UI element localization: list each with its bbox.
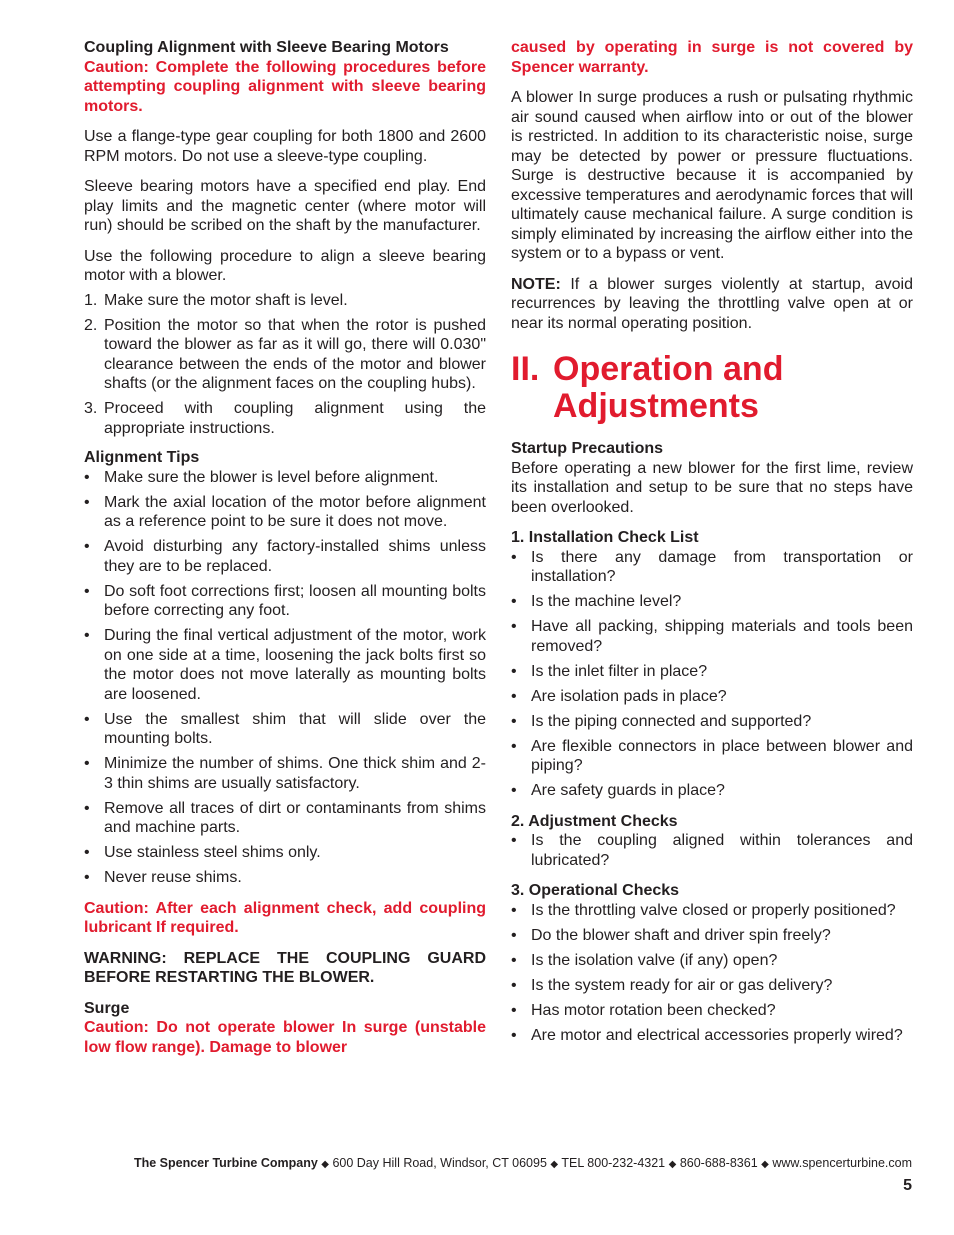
- list-item: 1. Make sure the motor shaft is level.: [84, 291, 348, 309]
- list-item: • Is the throttling valve closed or properly positioned?: [511, 901, 896, 919]
- alignment-tips-list: [84, 468, 486, 888]
- coupling-caution: Caution: Complete the following procedures before attempting coupling alignment with sleeve bearing motors.: [84, 58, 486, 115]
- list-item: • During the final vertical adjustment of the motor, work on one side at a time, loosening the jack bolts first so the motor does not move laterally as mounting bolts are loosened.: [84, 627, 486, 703]
- alignment-steps: [84, 291, 486, 439]
- diamond-separator-icon: ◆: [550, 1159, 559, 1170]
- list-item: • Use the smallest shim that will slide over the mounting bolts.: [84, 710, 486, 747]
- coupling-guard-warning: WARNING: REPLACE THE COUPLING GUARD BEFORE RESTARTING THE BLOWER.: [84, 949, 486, 986]
- diamond-separator-icon: ◆: [321, 1159, 329, 1170]
- footer-address: 600 Day Hill Road, Windsor, CT 06095: [332, 1156, 547, 1170]
- list-item: • Is the machine level?: [511, 593, 682, 610]
- list-item: • Minimize the number of shims. One thick shim and 2-3 thin shims are usually satisfactory.: [84, 755, 486, 792]
- section-number: II.: [511, 350, 540, 388]
- footer-phone: 860-688-8361: [679, 1156, 758, 1170]
- list-item: • Is the coupling aligned within tolerances and lubricated?: [511, 832, 913, 869]
- list-item: • Is the piping connected and supported?: [511, 712, 812, 730]
- list-item: • Mark the axial location of the motor before alignment as a reference point to be sure it does not move.: [84, 493, 486, 530]
- coupling-heading: Coupling Alignment with Sleeve Bearing Motors: [84, 39, 449, 56]
- surge-caution-start: Caution: Do not operate blower In surge (unstable low flow range). Damage to blower: [84, 1019, 486, 1056]
- list-item: • Use stainless steel shims only.: [84, 844, 321, 861]
- list-item: • Have all packing, shipping materials and tools been removed?: [511, 618, 913, 655]
- list-item: • Do soft foot corrections first; loosen all mounting bolts before correcting any foot.: [84, 582, 486, 619]
- section-title: [511, 351, 913, 425]
- operational-checks-heading: 3. Operational Checks: [511, 882, 680, 899]
- note-paragraph: NOTE: If a blower surges violently at startup, avoid recurrences by leaving the throttling valve open at or near its normal operating position.: [511, 275, 913, 332]
- note-label: NOTE:: [511, 275, 561, 293]
- list-item: 3. Proceed with coupling alignment using the appropriate instructions.: [84, 400, 486, 437]
- list-item: • Are flexible connectors in place between blower and piping?: [511, 737, 913, 774]
- list-item: • Has motor rotation been checked?: [511, 1001, 776, 1019]
- footer-tel: TEL 800-232-4321: [561, 1156, 666, 1170]
- list-item: • Never reuse shims.: [84, 869, 242, 886]
- installation-checklist-heading: 1. Installation Check List: [511, 529, 699, 546]
- list-item: • Do the blower shaft and driver spin freely?: [511, 926, 831, 944]
- list-item: 2. Position the motor so that when the rotor is pushed toward the blower as far as it will go, there will 0.030" clearance between the ends of the motor and blower shafts (or the alignment faces on the coupling hubs).: [84, 316, 486, 392]
- alignment-tips-heading: Alignment Tips: [84, 449, 200, 466]
- section-title-text: Operation and Adjustments: [553, 350, 784, 425]
- startup-paragraph: Before operating a new blower for the first lime, review its installation and setup to be sure that no steps have been overlooked.: [511, 459, 913, 516]
- list-item: • Are motor and electrical accessories properly wired?: [511, 1026, 903, 1044]
- list-item: • Is the isolation valve (if any) open?: [511, 951, 778, 969]
- list-item: • Is there any damage from transportation or installation?: [511, 548, 913, 585]
- page-footer: [84, 1155, 912, 1173]
- surge-caution-end: caused by operating in surge is not covered by Spencer warranty.: [511, 39, 913, 76]
- list-item: • Avoid disturbing any factory-installed shims unless they are to be replaced.: [84, 538, 486, 575]
- list-item: • Is the system ready for air or gas delivery?: [511, 976, 833, 994]
- procedure-intro: Use the following procedure to align a sleeve bearing motor with a blower.: [84, 247, 486, 284]
- startup-heading: Startup Precautions: [511, 440, 664, 457]
- adjustment-checks-heading: 2. Adjustment Checks: [511, 812, 678, 830]
- page-number: 5: [903, 1177, 912, 1194]
- end-play-paragraph: Sleeve bearing motors have a specified end play. End play limits and the magnetic center (where motor will run) should be scribed on the shaft by the manufacturer.: [84, 178, 486, 234]
- installation-checklist: [511, 548, 913, 801]
- lubricant-caution: Caution: After each alignment check, add coupling lubricant If required.: [84, 899, 486, 936]
- flange-coupling-paragraph: Use a flange-type gear coupling for both 1800 and 2600 RPM motors. Do not use a sleeve-type coupling.: [84, 128, 486, 165]
- list-item: • Make sure the blower is level before alignment.: [84, 468, 439, 486]
- footer-company: The Spencer Turbine Company: [133, 1156, 318, 1170]
- left-column: [84, 38, 486, 1057]
- list-item: • Are isolation pads in place?: [511, 687, 727, 705]
- operational-checks: [511, 901, 913, 1046]
- diamond-separator-icon: ◆: [668, 1159, 677, 1170]
- list-item: • Is the inlet filter in place?: [511, 662, 708, 680]
- footer-website-link[interactable]: www.spencerturbine.com: [772, 1156, 912, 1170]
- surge-heading: Surge: [84, 999, 130, 1017]
- surge-paragraph: A blower In surge produces a rush or pulsating rhythmic air sound caused when airflow into or out of the blower is restricted. In addition to its characteristic noise, surge may be detected by power or pressure fluctuations. Surge is destructive because it is accompanied by excessive temperatures and aerodynamic forces that will ultimately cause mechanical failure. A surge condition is simply eliminated by increasing the airflow either into the system or to a bypass or vent.: [511, 89, 913, 262]
- diamond-separator-icon: ◆: [761, 1159, 769, 1170]
- right-column: [511, 38, 913, 1056]
- list-item: • Remove all traces of dirt or contaminants from shims and machine parts.: [84, 799, 486, 836]
- adjustment-checks: [511, 831, 913, 870]
- list-item: • Are safety guards in place?: [511, 782, 725, 799]
